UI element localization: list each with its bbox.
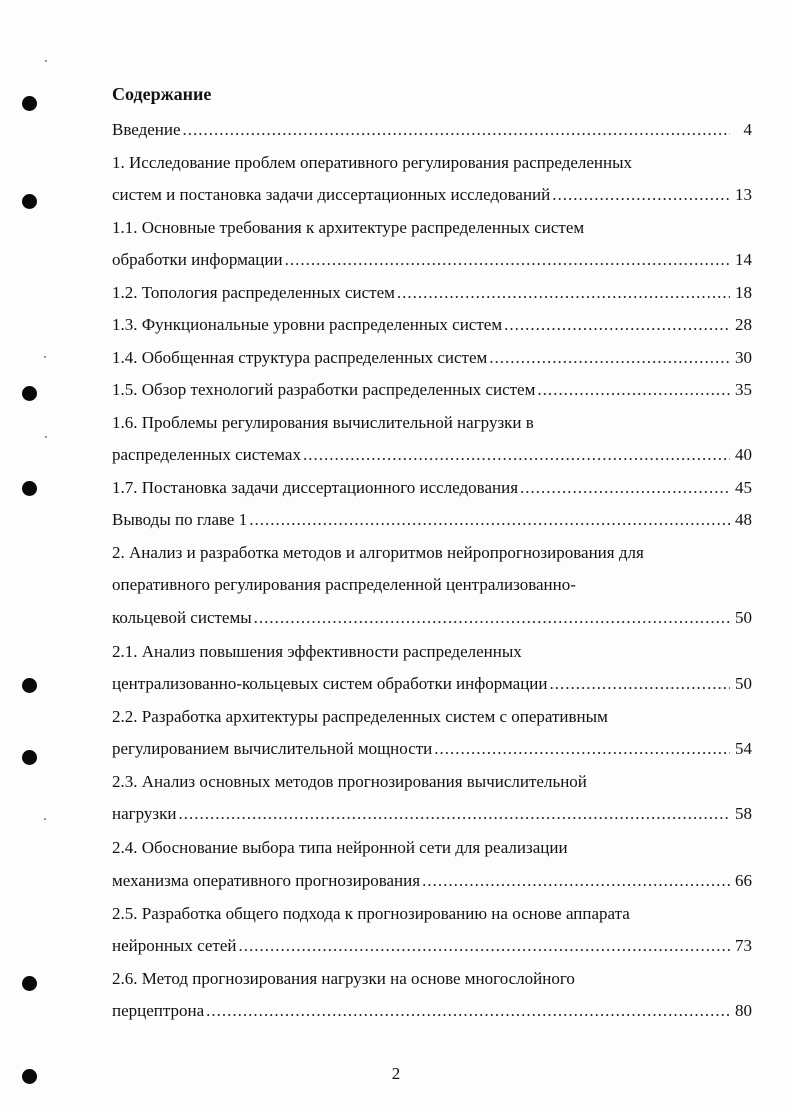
scan-speck — [44, 818, 46, 820]
toc-entry-page: 66 — [735, 871, 752, 890]
toc-entry-title: систем и постановка задачи диссертационных исследований — [112, 185, 551, 204]
punch-hole-6 — [22, 750, 37, 765]
toc-entry-line — [112, 541, 752, 565]
toc-entry-title: 1.5. Обзор технологий разработки распределенных систем — [112, 380, 536, 399]
toc-entry-title: обработки информации — [112, 250, 283, 269]
toc-entry-title: 2.4. Обоснование выбора типа нейронной сети для реализации — [112, 838, 568, 857]
toc-entry-title: Введение — [112, 120, 181, 139]
leader-dots — [249, 508, 730, 532]
punch-hole-7 — [22, 976, 37, 991]
leader-dots — [254, 606, 730, 630]
leader-dots — [504, 313, 730, 337]
toc-entry-title: 1.2. Топология распределенных систем — [112, 283, 395, 302]
scan-speck — [45, 436, 47, 438]
toc-entry-page: 35 — [735, 380, 752, 399]
toc-entry-title: нагрузки — [112, 804, 177, 823]
toc-entry — [112, 378, 752, 402]
leader-dots — [183, 118, 730, 142]
toc-entry-title: 2.5. Разработка общего подхода к прогнозированию на основе аппарата — [112, 904, 630, 923]
toc-entry-page: 80 — [735, 1001, 752, 1020]
leader-dots — [178, 802, 730, 826]
toc-entry — [112, 737, 752, 761]
leader-dots — [285, 248, 730, 272]
toc-entry-title: 2.3. Анализ основных методов прогнозирования вычислительной — [112, 772, 587, 791]
toc-entry-title: Выводы по главе 1 — [112, 510, 248, 529]
leader-dots — [206, 999, 730, 1023]
toc-entry — [112, 118, 752, 142]
toc-entry-title: централизованно-кольцевых систем обработки информации — [112, 674, 548, 693]
toc-entry-page: 4 — [743, 120, 752, 139]
toc-entry — [112, 476, 752, 500]
page-number: 2 — [391, 1064, 401, 1083]
toc-entry-page: 48 — [735, 510, 752, 529]
toc-entry-line — [112, 705, 752, 729]
toc-entry-page: 40 — [735, 445, 752, 464]
punch-hole-1 — [22, 96, 37, 111]
scan-speck — [44, 356, 46, 358]
toc-entry-line — [112, 151, 752, 175]
leader-dots — [397, 281, 730, 305]
toc-entry-page: 13 — [735, 185, 752, 204]
toc-entry — [112, 999, 752, 1023]
leader-dots — [549, 672, 730, 696]
punch-hole-4 — [22, 481, 37, 496]
punch-hole-2 — [22, 194, 37, 209]
leader-dots — [489, 346, 730, 370]
toc-entry-title: кольцевой системы — [112, 608, 252, 627]
leader-dots — [434, 737, 730, 761]
punch-hole-3 — [22, 386, 37, 401]
toc-entry-page: 14 — [735, 250, 752, 269]
toc-entry-title: 1.4. Обобщенная структура распределенных систем — [112, 348, 488, 367]
toc-entry — [112, 346, 752, 370]
toc-entry-line — [112, 967, 752, 991]
toc-entry-title: механизма оперативного прогнозирования — [112, 871, 421, 890]
toc-entry — [112, 281, 752, 305]
toc-entry — [112, 443, 752, 467]
toc-title: Содержание — [112, 84, 212, 104]
toc-entry-page: 28 — [735, 315, 752, 334]
scan-speck — [45, 60, 47, 62]
leader-dots — [303, 443, 730, 467]
toc-entry-page: 45 — [735, 478, 752, 497]
toc-entry-title: 2. Анализ и разработка методов и алгоритмов нейропрогнозирования для — [112, 543, 644, 562]
toc-entry-page: 50 — [735, 674, 752, 693]
toc-entry-title: распределенных системах — [112, 445, 301, 464]
toc-entry-title: 2.2. Разработка архитектуры распределенных систем с оперативным — [112, 707, 608, 726]
toc-entry — [112, 802, 752, 826]
toc-entry-title: регулированием вычислительной мощности — [112, 739, 433, 758]
toc-entry-page: 30 — [735, 348, 752, 367]
leader-dots — [422, 869, 730, 893]
toc-entry — [112, 934, 752, 958]
toc-entry-line — [112, 770, 752, 794]
toc-entry-page: 58 — [735, 804, 752, 823]
punch-hole-5 — [22, 678, 37, 693]
leader-dots — [520, 476, 730, 500]
toc-entry-title: 1. Исследование проблем оперативного регулирования распределенных — [112, 153, 633, 172]
toc-entry — [112, 248, 752, 272]
toc-entry-title: оперативного регулирования распределенной централизованно- — [112, 575, 576, 594]
toc-entry-title: 1.1. Основные требования к архитектуре распределенных систем — [112, 218, 585, 237]
toc-entry — [112, 183, 752, 207]
toc-entry-page: 50 — [735, 608, 752, 627]
toc-entry — [112, 508, 752, 532]
toc-entry-title: перцептрона — [112, 1001, 205, 1020]
toc-entry-title: 2.6. Метод прогнозирования нагрузки на основе многослойного — [112, 969, 575, 988]
toc-entry-title: 1.7. Постановка задачи диссертационного исследования — [112, 478, 519, 497]
toc-entry-title: 1.6. Проблемы регулирования вычислительной нагрузки в — [112, 413, 534, 432]
toc-entry-page: 18 — [735, 283, 752, 302]
toc-entry — [112, 606, 752, 630]
toc-entry-line — [112, 411, 752, 435]
leader-dots — [537, 378, 730, 402]
toc-entry — [112, 313, 752, 337]
toc-entry-title: 1.3. Функциональные уровни распределенных систем — [112, 315, 503, 334]
leader-dots — [552, 183, 730, 207]
toc-entry-line — [112, 836, 752, 860]
toc-entry-line — [112, 216, 752, 240]
toc-entry-page: 54 — [735, 739, 752, 758]
toc-entry-line — [112, 902, 752, 926]
leader-dots — [238, 934, 730, 958]
toc-entry-title: 2.1. Анализ повышения эффективности распределенных — [112, 642, 522, 661]
toc-entry-line — [112, 573, 752, 597]
toc-entry-page: 73 — [735, 936, 752, 955]
toc-entry-line — [112, 640, 752, 664]
toc-entry — [112, 672, 752, 696]
toc-entry — [112, 869, 752, 893]
toc-entry-title: нейронных сетей — [112, 936, 237, 955]
